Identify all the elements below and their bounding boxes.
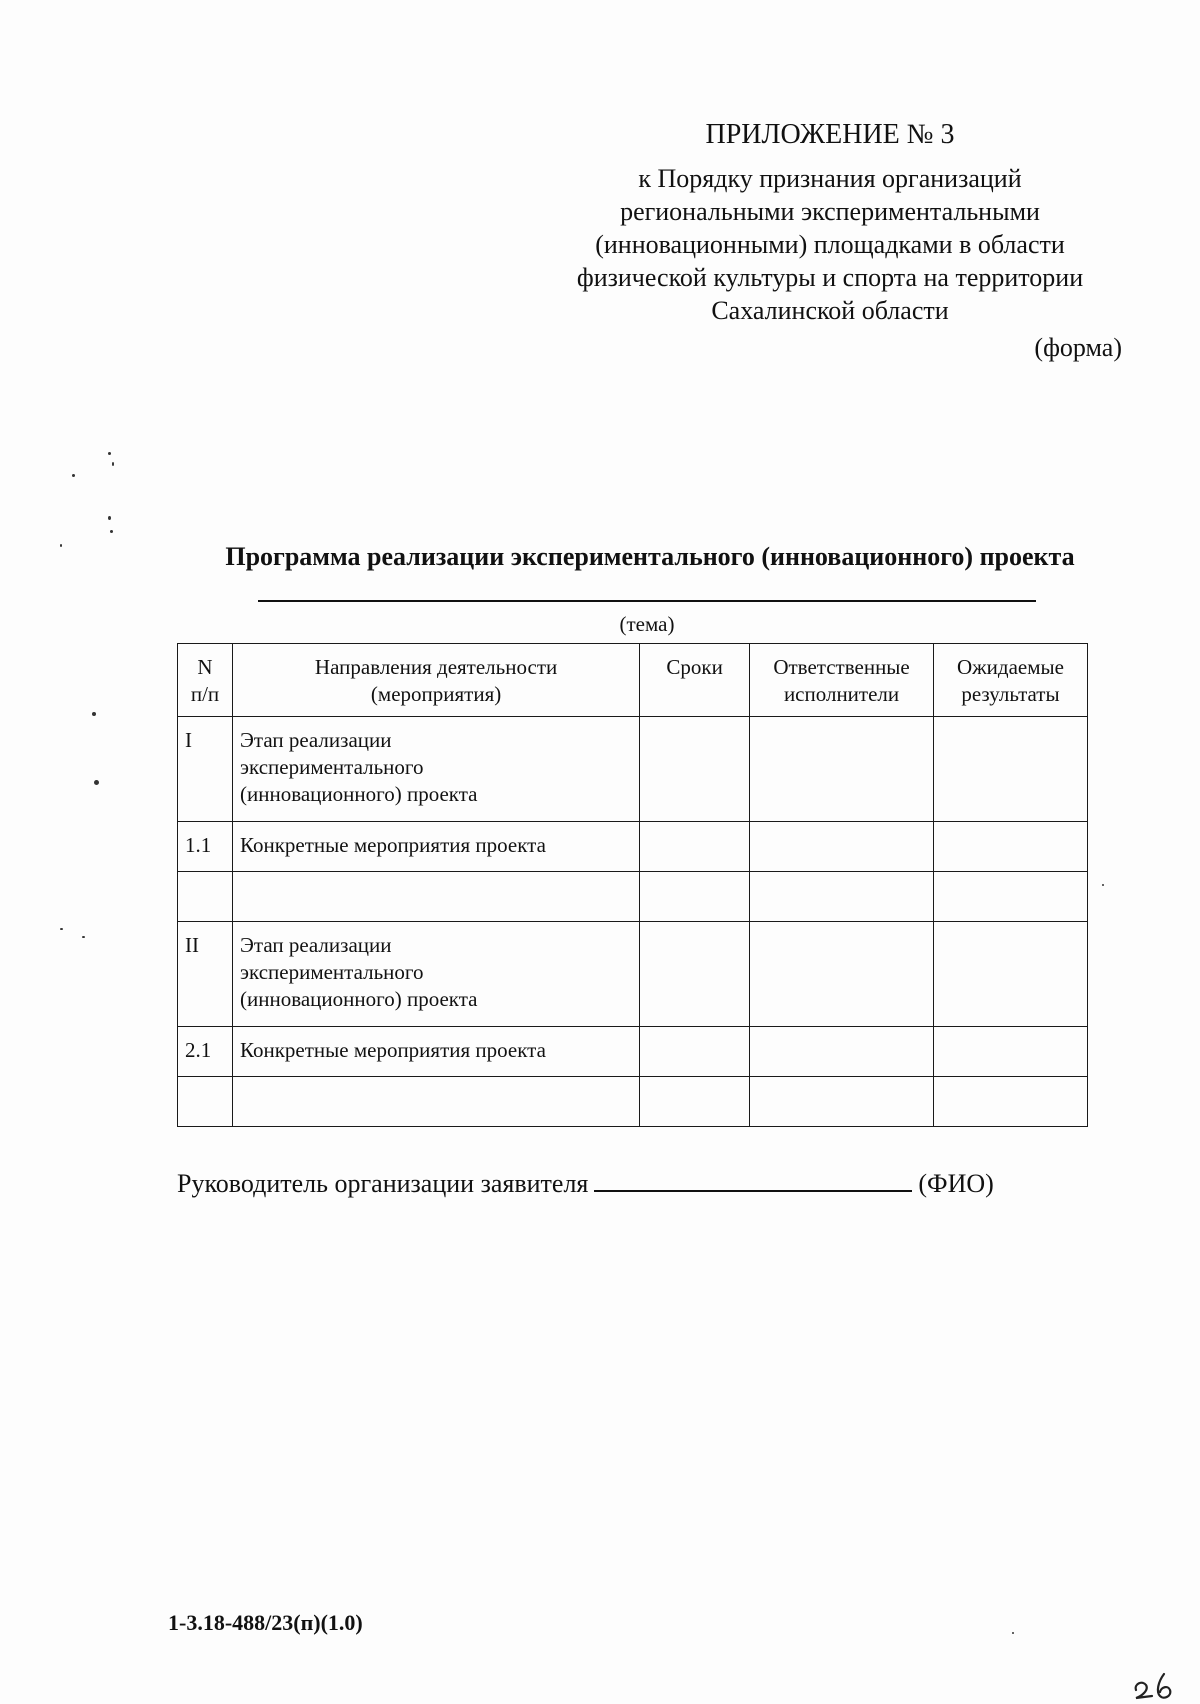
signature-line xyxy=(177,1168,994,1200)
row-direction-line: экспериментального xyxy=(240,755,424,779)
row-direction xyxy=(233,922,640,1027)
row-num xyxy=(178,872,233,922)
signature-suffix: (ФИО) xyxy=(918,1169,994,1198)
row-results-cell xyxy=(933,717,1087,822)
row-direction-line: Этап реализации xyxy=(240,933,392,957)
row-responsible-cell xyxy=(750,822,934,872)
scan-speck xyxy=(1102,884,1104,886)
row-terms-cell xyxy=(640,822,750,872)
row-num: 2.1 xyxy=(178,1027,233,1077)
table-row xyxy=(178,717,1088,822)
row-direction-line: экспериментального xyxy=(240,960,424,984)
row-results-cell xyxy=(933,1027,1087,1077)
row-direction-line: Этап реализации xyxy=(240,728,392,752)
header-responsible-line: Ответственные xyxy=(773,655,910,679)
handwritten-page-number xyxy=(1130,1668,1190,1702)
table-header-row xyxy=(178,644,1088,717)
row-responsible-cell xyxy=(750,922,934,1027)
signature-blank xyxy=(594,1168,912,1192)
row-responsible-cell xyxy=(750,872,934,922)
row-responsible-cell xyxy=(750,717,934,822)
row-num: I xyxy=(178,717,233,822)
header-num-line: N xyxy=(197,655,213,679)
scan-speck xyxy=(112,462,114,466)
appendix-line: к Порядку признания организаций xyxy=(638,164,1022,193)
table-row xyxy=(178,822,1088,872)
appendix-line: Сахалинской области xyxy=(711,296,949,325)
row-results-cell xyxy=(933,872,1087,922)
form-label: (форма) xyxy=(1034,333,1122,362)
scan-speck xyxy=(92,712,96,716)
row-direction-line: Конкретные мероприятия проекта xyxy=(240,1038,546,1062)
row-direction-line: (инновационного) проекта xyxy=(240,987,478,1011)
appendix-line: (инновационными) площадками в области xyxy=(595,230,1065,259)
row-direction xyxy=(233,1077,640,1127)
scan-speck xyxy=(60,544,62,547)
row-direction-line: Конкретные мероприятия проекта xyxy=(240,833,546,857)
header-direction-line: Направления деятельности xyxy=(314,655,558,679)
header-results-line: результаты xyxy=(961,682,1060,706)
row-num xyxy=(178,1077,233,1127)
row-direction xyxy=(233,717,640,822)
header-direction xyxy=(233,644,640,717)
row-terms-cell xyxy=(640,922,750,1027)
scan-speck xyxy=(108,452,111,455)
row-direction xyxy=(233,822,640,872)
row-responsible-cell xyxy=(750,1077,934,1127)
row-results-cell xyxy=(933,822,1087,872)
table-row xyxy=(178,872,1088,922)
document-code: 1-3.18-488/23(п)(1.0) xyxy=(168,1610,363,1635)
header-responsible xyxy=(750,644,934,717)
row-terms-cell xyxy=(640,872,750,922)
header-direction-line: (мероприятия) xyxy=(370,682,502,706)
program-title: Программа реализации экспериментального (инновационного) проекта xyxy=(225,542,1075,571)
scan-speck xyxy=(1012,1632,1014,1634)
scan-speck xyxy=(94,780,99,785)
row-terms-cell xyxy=(640,717,750,822)
scan-speck xyxy=(82,936,85,938)
table-row xyxy=(178,922,1088,1027)
scan-speck xyxy=(108,516,111,520)
row-num: II xyxy=(178,922,233,1027)
row-responsible-cell xyxy=(750,1027,934,1077)
scan-speck xyxy=(72,474,75,477)
row-direction xyxy=(233,872,640,922)
scan-speck xyxy=(110,530,113,533)
row-results-cell xyxy=(933,922,1087,1027)
row-num: 1.1 xyxy=(178,822,233,872)
appendix-line: региональными экспериментальными xyxy=(620,197,1040,226)
appendix-header xyxy=(540,118,1120,327)
appendix-text xyxy=(540,162,1120,327)
row-results-cell xyxy=(933,1077,1087,1127)
header-terms: Сроки xyxy=(640,644,750,717)
header-responsible-line: исполнители xyxy=(783,682,900,706)
row-terms-cell xyxy=(640,1027,750,1077)
topic-blank-line xyxy=(258,600,1036,602)
row-direction xyxy=(233,1027,640,1077)
signature-label: Руководитель организации заявителя xyxy=(177,1169,589,1198)
topic-caption: (тема) xyxy=(619,612,675,636)
appendix-line: физической культуры и спорта на территории xyxy=(576,263,1084,292)
scan-speck xyxy=(60,928,63,930)
row-direction-line: (инновационного) проекта xyxy=(240,782,478,806)
program-table xyxy=(177,643,1088,1127)
table-row xyxy=(178,1027,1088,1077)
row-terms-cell xyxy=(640,1077,750,1127)
table-row xyxy=(178,1077,1088,1127)
appendix-title: ПРИЛОЖЕНИЕ № 3 xyxy=(705,119,955,150)
header-results-line: Ожидаемые xyxy=(956,655,1064,679)
header-results xyxy=(933,644,1087,717)
header-num xyxy=(178,644,233,717)
header-num-line: п/п xyxy=(190,682,220,706)
